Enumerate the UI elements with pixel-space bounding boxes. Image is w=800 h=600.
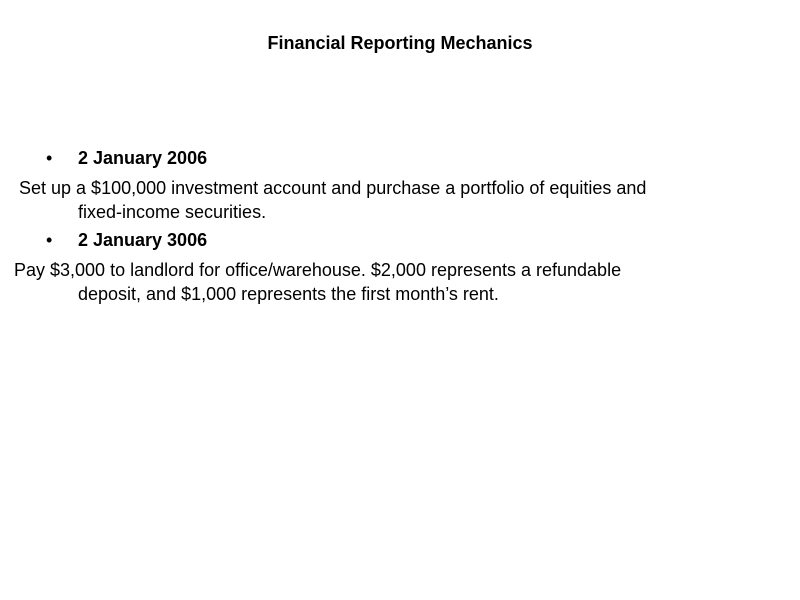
bullet-icon: • <box>46 148 53 168</box>
description-line: deposit, and $1,000 represents the first month’s rent. <box>78 284 499 304</box>
item-description <box>14 176 726 224</box>
description-line: Set up a $100,000 investment account and purchase a portfolio of equities and <box>14 178 647 198</box>
item-date: 2 January 3006 <box>78 230 208 250</box>
description-line: fixed-income securities. <box>78 202 267 222</box>
bullet-icon: • <box>46 230 53 250</box>
item-description <box>14 258 726 306</box>
description-line: Pay $3,000 to landlord for office/warehouse. $2,000 represents a refundable <box>14 260 622 280</box>
slide-title: Financial Reporting Mechanics <box>267 33 533 53</box>
item-date: 2 January 2006 <box>78 148 208 168</box>
